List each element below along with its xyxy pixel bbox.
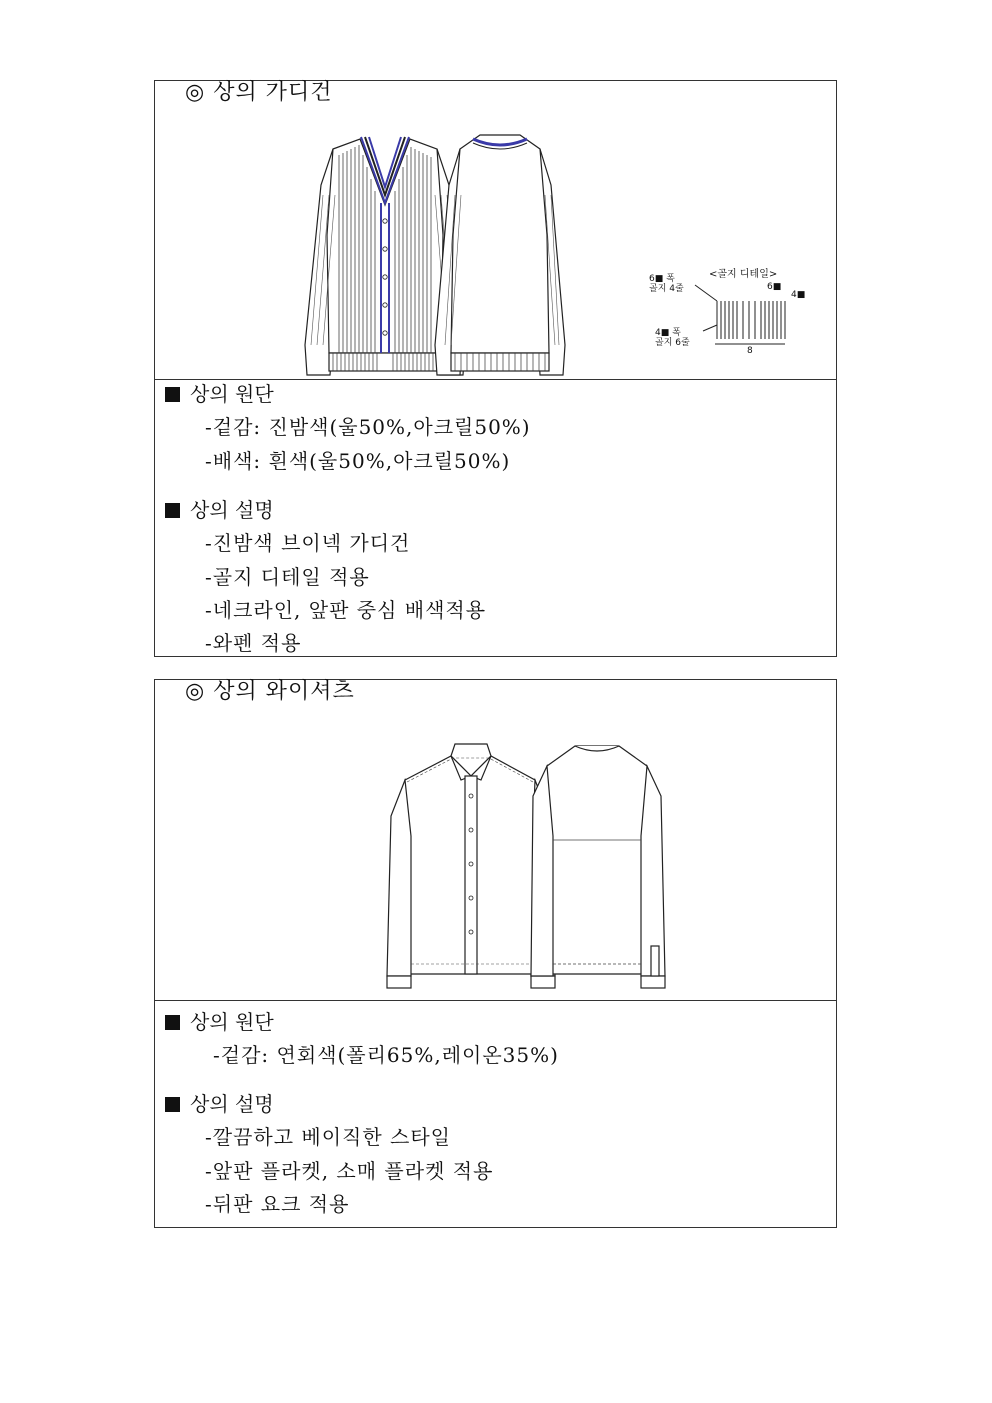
desc-item: -깔끔하고 베이직한 스타일 <box>205 1125 451 1149</box>
rib-detail-diagram <box>649 267 805 356</box>
fabric-heading: 상의 원단 <box>165 383 274 405</box>
desc-item: -진밤색 브이넥 가디건 <box>205 531 411 555</box>
svg-text:4■ 폭: 4■ 폭 <box>655 328 681 338</box>
square-bullet-icon <box>165 1015 180 1030</box>
svg-text:6■: 6■ <box>767 282 782 292</box>
square-bullet-icon <box>165 1097 180 1112</box>
square-bullet-icon <box>165 503 180 518</box>
cardigan-back-drawing <box>435 135 565 375</box>
svg-text:골지 4줄: 골지 4줄 <box>649 284 684 294</box>
fabric-item: -겉감: 연회색(폴리65%,레이온35%) <box>213 1043 559 1067</box>
svg-text:4■: 4■ <box>791 290 806 300</box>
desc-heading: 상의 설명 <box>165 499 274 521</box>
desc-item: -뒤판 요크 적용 <box>205 1192 350 1216</box>
square-bullet-icon <box>165 387 180 402</box>
svg-text:6■ 폭: 6■ 폭 <box>649 274 675 284</box>
cardigan-illustration <box>155 125 836 379</box>
shirt-illustration <box>155 736 836 1000</box>
divider <box>155 379 836 380</box>
section-title: ◎ 상의 가디건 <box>185 80 333 105</box>
desc-item: -앞판 플라켓, 소매 플라켓 적용 <box>205 1159 494 1183</box>
fabric-item: -배색: 흰색(울50%,아크릴50%) <box>205 449 511 473</box>
shirt-section <box>154 679 837 1228</box>
desc-item: -네크라인, 앞판 중심 배색적용 <box>205 598 487 622</box>
section-title: ◎ 상의 와이셔츠 <box>185 679 355 704</box>
desc-heading: 상의 설명 <box>165 1093 274 1115</box>
fabric-heading: 상의 원단 <box>165 1011 274 1033</box>
fabric-item: -겉감: 진밤색(울50%,아크릴50%) <box>205 415 531 439</box>
desc-item: -골지 디테일 적용 <box>205 565 370 589</box>
divider <box>155 1000 836 1001</box>
rib-detail-title: <골지 디테일> <box>709 269 778 280</box>
desc-item: -와펜 적용 <box>205 631 302 655</box>
shirt-back-drawing <box>531 746 665 988</box>
cardigan-section <box>154 80 837 657</box>
svg-text:8: 8 <box>747 346 753 356</box>
svg-text:골지 6줄: 골지 6줄 <box>655 338 690 348</box>
